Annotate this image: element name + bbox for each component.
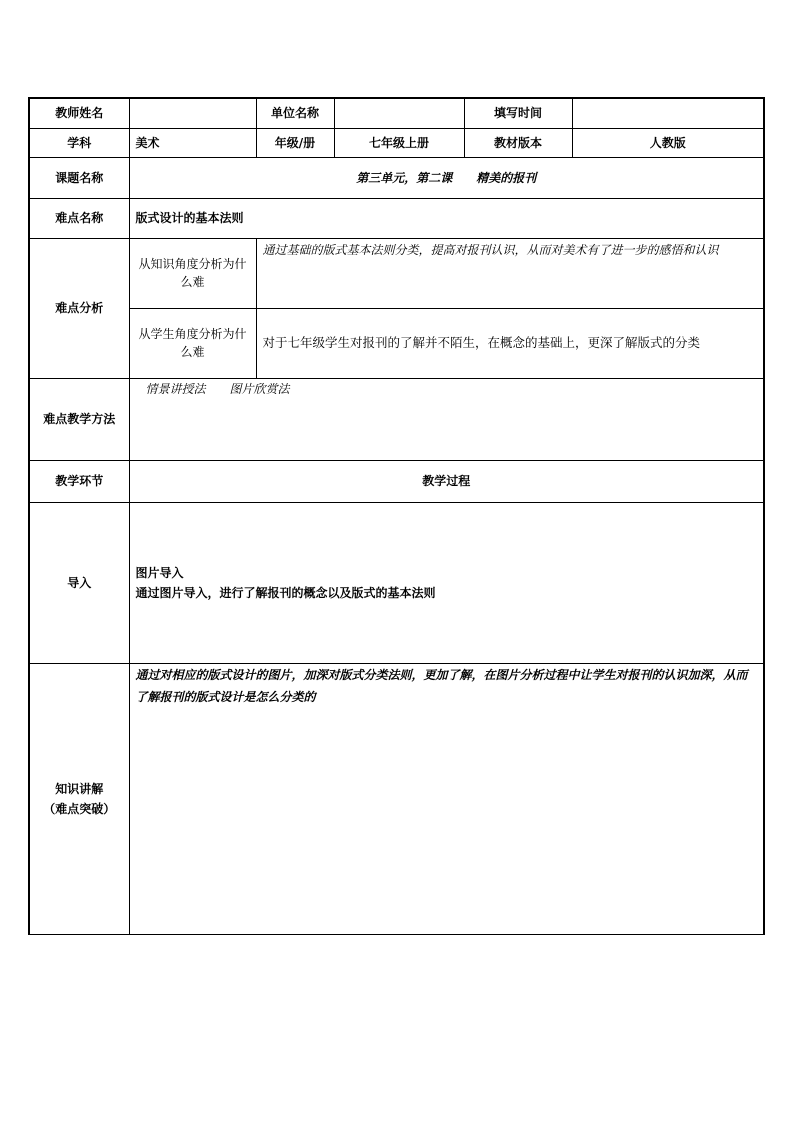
teaching-process-label: 教学过程: [129, 460, 764, 502]
lesson-title-label: 课题名称: [29, 157, 129, 198]
lesson-title-value: 第三单元，第二课 精美的报刊: [129, 157, 764, 198]
knowledge-explain-row: [29, 663, 764, 934]
process-header-row: [29, 460, 764, 502]
introduction-row: [29, 502, 764, 663]
fill-time-field[interactable]: [572, 98, 764, 128]
textbook-label: 教材版本: [464, 128, 572, 157]
teaching-method-label: 难点教学方法: [29, 378, 129, 460]
textbook-value: 人教版: [572, 128, 764, 157]
lesson-title-row: [29, 157, 764, 198]
difficulty-name-row: [29, 198, 764, 238]
difficulty-analysis-label: 难点分析: [29, 238, 129, 378]
knowledge-angle-value: 通过基础的版式基本法则分类，提高对报刊认识，从而对美术有了进一步的感悟和认识: [256, 238, 764, 308]
difficulty-analysis-knowledge-row: [29, 238, 764, 308]
teaching-method-row: [29, 378, 764, 460]
knowledge-angle-label: 从知识角度分析为什么难: [129, 238, 256, 308]
fill-time-label: 填写时间: [464, 98, 572, 128]
unit-name-label: 单位名称: [256, 98, 334, 128]
student-angle-label: 从学生角度分析为什么难: [129, 308, 256, 378]
student-angle-value: 对于七年级学生对报刊的了解并不陌生，在概念的基础上，更深了解版式的分类: [256, 308, 764, 378]
difficulty-name-value: 版式设计的基本法则: [129, 198, 764, 238]
subject-value: 美术: [129, 128, 256, 157]
teaching-method-value: 情景讲授法 图片欣赏法: [129, 378, 764, 460]
knowledge-explain-label: 知识讲解: [55, 781, 104, 796]
teaching-stage-label: 教学环节: [29, 460, 129, 502]
subject-label: 学科: [29, 128, 129, 157]
difficulty-name-label: 难点名称: [29, 198, 129, 238]
knowledge-explain-sublabel: （难点突破）: [43, 801, 116, 816]
teacher-name-label: 教师姓名: [29, 98, 129, 128]
knowledge-explain-value: 通过对相应的版式设计的图片，加深对版式分类法则，更加了解，在图片分析过程中让学生对报刊的认识加深，从而了解报刊的版式设计是怎么分类的: [129, 663, 764, 934]
knowledge-explain-label-cell: [29, 663, 129, 934]
grade-value: 七年级上册: [334, 128, 464, 157]
lesson-plan-table: [28, 97, 765, 935]
introduction-label: 导入: [29, 502, 129, 663]
header-row: [29, 98, 764, 128]
unit-name-field[interactable]: [334, 98, 464, 128]
introduction-line-1: 图片导入: [135, 565, 184, 580]
subject-row: [29, 128, 764, 157]
introduction-content: [129, 502, 764, 663]
grade-label: 年级/册: [256, 128, 334, 157]
introduction-line-2: 通过图片导入，进行了解报刊的概念以及版式的基本法则: [135, 585, 436, 600]
teacher-name-field[interactable]: [129, 98, 256, 128]
difficulty-analysis-student-row: [29, 308, 764, 378]
